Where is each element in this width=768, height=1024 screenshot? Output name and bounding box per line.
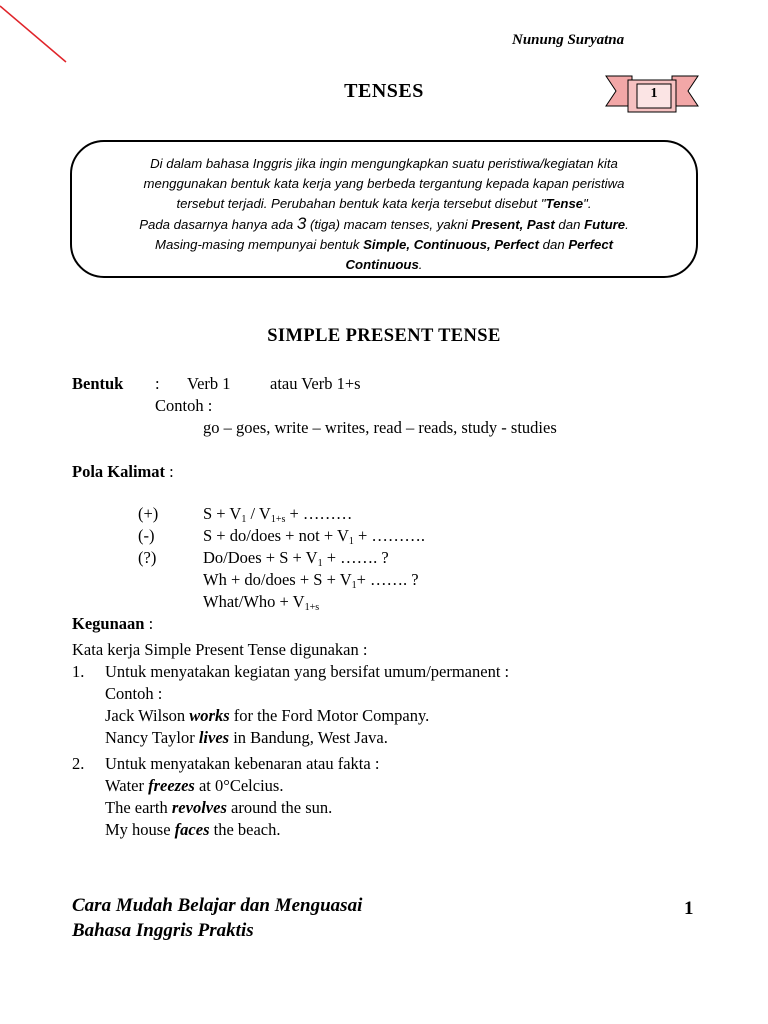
formula-subscript: 1+s <box>270 514 286 525</box>
item-2-text: Untuk menyatakan kebenaran atau fakta : <box>105 754 380 773</box>
intro-text: Masing-masing mempunyai bentuk <box>154 237 364 252</box>
intro-text: Pada dasarnya hanya ada <box>139 217 297 232</box>
intro-box <box>70 140 698 278</box>
bentuk-label: Bentuk <box>72 374 124 393</box>
item-1-contoh: Contoh : <box>105 684 163 703</box>
pola-sign-negative: (-) <box>138 526 155 545</box>
pola-formula-question <box>203 548 389 568</box>
pola-heading <box>72 462 174 482</box>
intro-text: tersebut terjadi. Perubahan bentuk kata kerja tersebut disebut " <box>176 196 546 211</box>
intro-text: (tiga) macam tenses, yakni <box>306 217 472 232</box>
intro-line-4 <box>112 214 656 235</box>
kegunaan-intro: Kata kerja Simple Present Tense digunakan : <box>72 640 368 659</box>
corner-decoration-line <box>0 0 80 70</box>
intro-line-5 <box>112 235 656 255</box>
example-text: in Bandung, West Java. <box>229 728 388 747</box>
intro-text: . <box>625 217 629 232</box>
intro-text: dan <box>538 237 569 252</box>
bentuk-colon: : <box>155 374 160 393</box>
section-title: SIMPLE PRESENT TENSE <box>267 326 501 346</box>
intro-term-tense: Tense <box>545 196 584 211</box>
example-text: at 0°Celcius. <box>194 776 284 795</box>
example-verb: freezes <box>148 776 195 795</box>
bentuk-contoh: Contoh : <box>155 396 213 415</box>
chapter-number: 1 <box>650 86 658 101</box>
formula-subscript: 1+s <box>304 602 320 613</box>
bentuk-verb: Verb 1 <box>187 374 231 393</box>
formula-part: / V <box>246 504 271 523</box>
item-2-example-3 <box>105 820 281 840</box>
item-2-example-1 <box>105 776 283 796</box>
example-text: Jack Wilson <box>105 706 190 725</box>
page-title: TENSES <box>344 80 424 102</box>
item-2-number: 2. <box>72 754 85 773</box>
item-1-example-1 <box>105 706 429 726</box>
formula-subscript: 1 <box>317 558 323 569</box>
intro-text: dan <box>554 217 585 232</box>
formula-part: S + V <box>203 504 242 523</box>
formula-part: Do/Does + S + V <box>203 548 318 567</box>
formula-subscript: 1 <box>241 514 247 525</box>
pola-sign-question: (?) <box>138 548 157 567</box>
intro-line-3 <box>112 194 656 214</box>
formula-part: + ……… <box>285 504 353 523</box>
example-verb: works <box>189 706 230 725</box>
example-text: Nancy Taylor <box>105 728 199 747</box>
example-verb: revolves <box>171 798 227 817</box>
example-text: My house <box>105 820 175 839</box>
formula-part: + ………. <box>353 526 426 545</box>
pola-sign-positive: (+) <box>138 504 159 523</box>
intro-term: Present, Past <box>471 217 555 232</box>
pola-label: Pola Kalimat <box>72 462 166 481</box>
pola-formula-whatwho <box>203 592 319 612</box>
intro-text: ". <box>583 196 592 211</box>
bentuk-alt: atau Verb 1+s <box>270 374 361 393</box>
formula-part: What/Who + V <box>203 592 305 611</box>
footer-line-1: Cara Mudah Belajar dan Menguasai <box>72 895 363 916</box>
example-verb: faces <box>174 820 210 839</box>
kegunaan-label: Kegunaan <box>72 614 145 633</box>
intro-text: . <box>418 257 423 272</box>
intro-term: Continuous <box>345 257 419 272</box>
example-text: the beach. <box>209 820 281 839</box>
formula-part: Wh + do/does + S + V <box>203 570 352 589</box>
item-2-example-2 <box>105 798 332 818</box>
item-1-text: Untuk menyatakan kegiatan yang bersifat umum/permanent : <box>105 662 510 681</box>
formula-subscript: 1 <box>351 580 357 591</box>
example-verb: lives <box>198 728 230 747</box>
author-name: Nunung Suryatna <box>512 32 625 48</box>
example-text: The earth <box>105 798 172 817</box>
example-text: for the Ford Motor Company. <box>229 706 430 725</box>
intro-line-6 <box>112 255 656 275</box>
item-1-number: 1. <box>72 662 85 681</box>
pola-formula-positive <box>203 504 352 524</box>
intro-term: Perfect <box>568 237 614 252</box>
pola-formula-wh <box>203 570 419 590</box>
item-1-example-2 <box>105 728 388 748</box>
footer-line-2: Bahasa Inggris Praktis <box>72 920 254 941</box>
intro-term: Future <box>584 217 626 232</box>
formula-part: + ……. ? <box>356 570 419 589</box>
intro-number: 3 <box>296 214 307 233</box>
page-number: 1 <box>684 898 694 919</box>
intro-term: Simple, Continuous, Perfect <box>363 237 539 252</box>
example-text: Water <box>105 776 149 795</box>
formula-part: + ……. ? <box>322 548 389 567</box>
pola-colon: : <box>165 462 174 481</box>
example-text: around the sun. <box>226 798 333 817</box>
bentuk-examples: go – goes, write – writes, read – reads, study - studies <box>203 418 557 437</box>
kegunaan-colon: : <box>144 614 154 633</box>
intro-line-2: menggunakan bentuk kata kerja yang berbeda tergantung kepada kapan peristiwa <box>143 176 625 191</box>
formula-part: S + do/does + not + V <box>203 526 349 545</box>
formula-subscript: 1 <box>348 536 354 547</box>
pola-formula-negative <box>203 526 425 546</box>
intro-line-1: Di dalam bahasa Inggris jika ingin mengungkapkan suatu peristiwa/kegiatan kita <box>150 156 618 171</box>
kegunaan-heading <box>72 614 153 634</box>
